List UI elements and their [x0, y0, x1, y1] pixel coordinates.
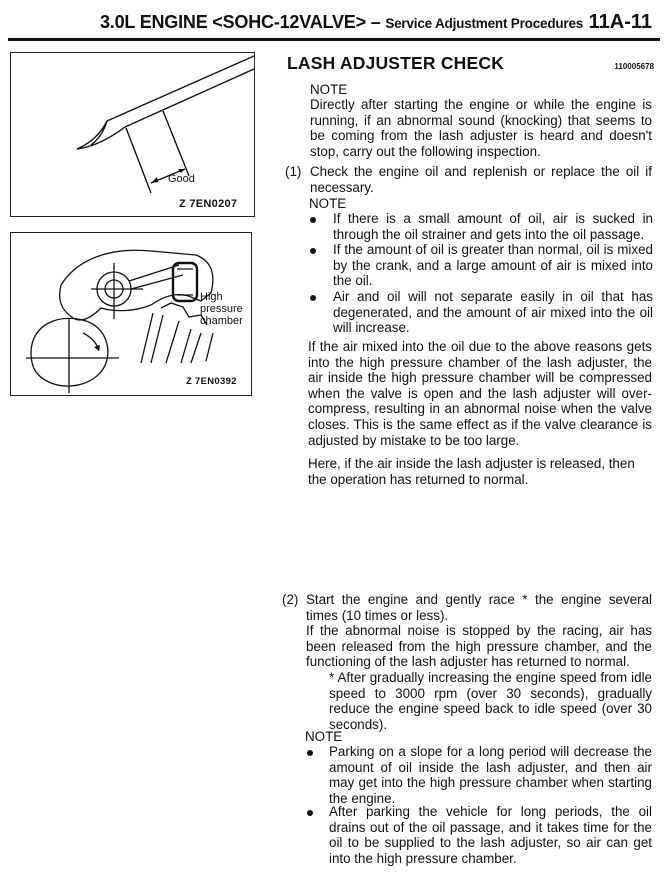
figure-code: Z 7EN0207: [179, 198, 238, 210]
figure-lash-adjuster: [10, 232, 252, 396]
note-bullet: If there is a small amount of oil, air is sucked in through the oil strainer and gets into the oil passage.: [333, 211, 653, 242]
figure-dipstick: [10, 52, 255, 217]
bullet-icon: [307, 750, 313, 756]
explanation-paragraph: Here, if the air inside the lash adjuster is released, then the operation has returned to normal.: [308, 456, 635, 487]
title-sub: Service Adjustment Procedures: [385, 16, 584, 31]
bullet-icon: [307, 810, 313, 816]
label-line: High: [200, 291, 223, 303]
label-line: chamber: [200, 315, 243, 327]
section-id: 110005678: [614, 62, 654, 71]
note-bullet: After parking the vehicle for long periods, the oil drains out of the oil passage, and it takes time for the oil to be supplied to the lash adjuster, so air can get into the high pressure chamber.: [329, 804, 652, 866]
intro-note-text: Directly after starting the engine or while the engine is running, if an abnormal sound (knocking) that seems to be coming from the lash adjuster is heard and doesn't stop, carry out the following inspection.: [310, 97, 652, 159]
bullet-icon: [310, 217, 316, 223]
title-main: 3.0L ENGINE <SOHC-12VALVE> –: [100, 12, 386, 32]
figure-label-good: Good: [168, 173, 195, 185]
page-header: [0, 0, 666, 44]
explanation-paragraph: If the air mixed into the oil due to the above reasons gets into the high pressure chamber of the lash adjuster, the air inside the high pressure chamber will be compressed when the valve is open and the lash adjuster will over-compress, resulting in an abnormal noise when the valve closes. This is the same effect as if the valve clearance is adjusted by mistake to be too large.: [308, 339, 652, 448]
footnote: * After gradually increasing the engine speed from idle speed to 3000 rpm (over 30 seconds), gradually reduce the engine speed back to idle speed (over 30 seconds).: [329, 670, 652, 732]
step-paragraph: If the abnormal noise is stopped by the racing, air has been released from the high pressure chamber, and the functioning of the lash adjuster has returned to normal.: [306, 623, 652, 670]
page-number: 11A-11: [588, 11, 652, 33]
note-bullet: Parking on a slope for a long period will decrease the amount of oil inside the lash adjuster, and then air may get into the high pressure chamber when starting the engine.: [329, 744, 652, 806]
section-title: LASH ADJUSTER CHECK: [287, 53, 505, 73]
label-line: pressure: [200, 303, 243, 315]
bullet-icon: [310, 295, 316, 301]
bullet-icon: [310, 248, 316, 254]
step-number: (1): [285, 164, 302, 179]
figure-label-high-pressure-chamber: [200, 291, 243, 327]
figure-code: Z 7EN0392: [186, 376, 237, 387]
header-rule: [8, 38, 660, 41]
step-text: Check the engine oil and replenish or replace the oil if necessary.: [310, 164, 652, 195]
note-bullet: If the amount of oil is greater than normal, oil is mixed by the crank, and a large amount of air is mixed into the oil.: [333, 242, 653, 289]
dipstick-drawing: [11, 53, 254, 216]
step-text: Start the engine and gently race * the engine several times (10 times or less).: [306, 592, 652, 623]
note-bullet: Air and oil will not separate easily in oil that has degenerated, and the amount of air mixed into the oil will increase.: [333, 289, 653, 336]
note-label: NOTE: [305, 729, 343, 744]
note-label: NOTE: [310, 82, 348, 97]
step-number: (2): [282, 592, 299, 607]
note-label: NOTE: [309, 196, 347, 211]
page-title: [100, 12, 583, 33]
